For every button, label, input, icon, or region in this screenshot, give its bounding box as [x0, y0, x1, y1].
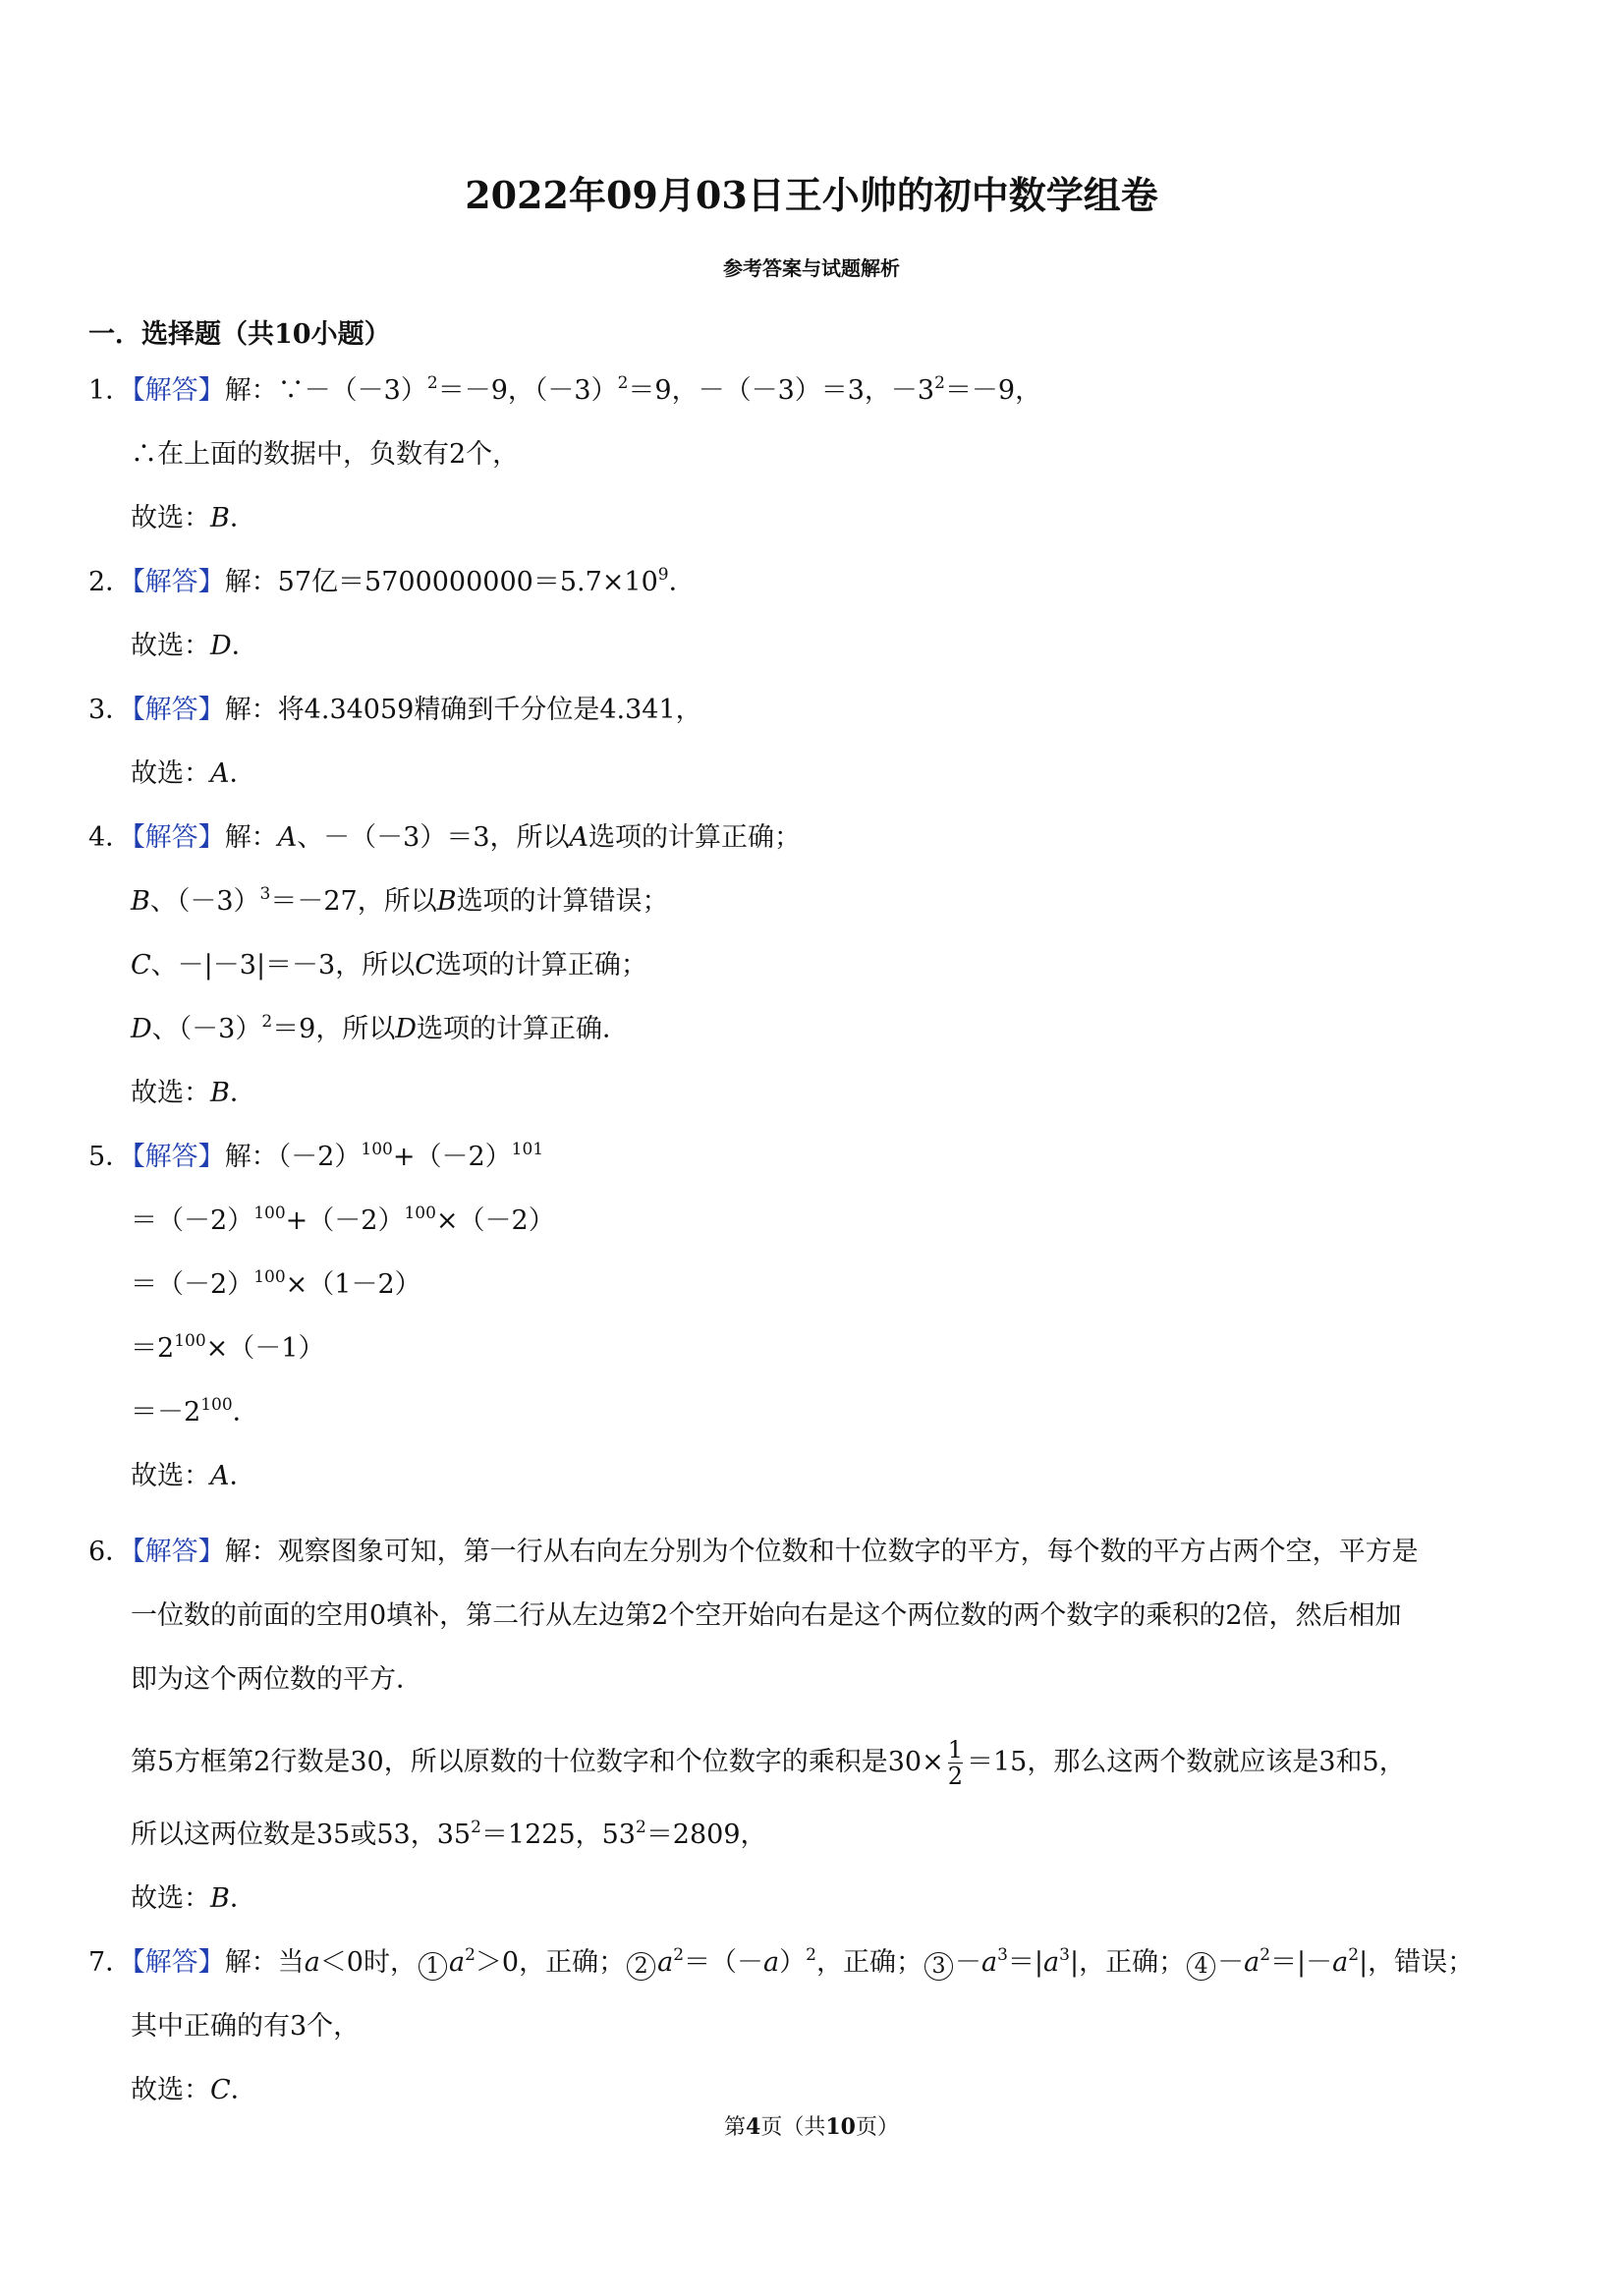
q4-line-2: B、$(-3)^3=-27$，所以B选项的计算错误； [131, 884, 669, 917]
q1-line-1: 1．【解答】解：$\because-(-3)^2=-9$，$(-3)^2=9$，－（－3）＝3，$-3^2=-9$， [88, 373, 1042, 406]
math-product: 30× [887, 1747, 944, 1777]
section-heading: 一．选择题（共10小题） [88, 319, 391, 350]
circled-4-icon: 4 [1187, 1952, 1215, 1981]
q3-answer: 故选：A． [131, 758, 256, 789]
page-number: 4 [746, 2114, 761, 2140]
q4-line-4: D、$(-3)^2=9$，所以D选项的计算正确． [131, 1012, 630, 1044]
q1-line-2: ∴在上面的数据中，负数有2个， [131, 439, 520, 470]
q6-line-5: 所以这两位数是35或53，$35^2=1225$，$53^2=2809$， [131, 1818, 767, 1850]
circled-3-icon: 3 [924, 1952, 953, 1981]
q6-line-1: 6．【解答】解：观察图象可知，第一行从右向左分别为个位数和十位数字的平方，每个数的平方占两个空，平方是 [88, 1537, 1419, 1567]
page-total: 10 [825, 2114, 856, 2140]
q7-line-2: 其中正确的有3个， [131, 2011, 361, 2042]
q1-answer: 故选：B． [131, 503, 256, 533]
q5-line-1: 5．【解答】解：$(-2)^{100}+(-2)^{101}$ [88, 1140, 544, 1172]
page-subtitle: 参考答案与试题解析 [723, 256, 900, 280]
answer-tag: 【解答】 [132, 375, 225, 406]
q5-answer: 故选：A． [131, 1461, 256, 1491]
fraction-one-half: $\frac{1}{2}$ [947, 1736, 963, 1790]
circled-1-icon: 1 [419, 1952, 447, 1981]
q6-line-3: 即为这个两位数的平方． [131, 1664, 422, 1695]
q5-line-4: $=2^{100}\times(-1)$ [131, 1331, 325, 1364]
circled-2-icon: 2 [627, 1952, 655, 1981]
q5-line-5: $=-2^{100}$． [131, 1395, 259, 1428]
q3-line-1: 3．【解答】解：将4.34059精确到千分位是4.341， [88, 695, 702, 725]
q6-line-2: 一位数的前面的空用0填补，第二行从左边第2个空开始向右是这个两位数的两个数字的乘积的2倍，然后相加 [131, 1600, 1402, 1631]
q2-answer: 故选：D． [131, 631, 258, 661]
q5-line-2: $=(-2)^{100}+(-2)^{100}\times(-2)$ [131, 1204, 555, 1236]
q6-line-4: 第5方框第2行数是30，所以原数的十位数字和个位数字的乘积是30× $\frac{1}{2}$ ＝15，那么这两个数就应该是3和5， [131, 1736, 1406, 1790]
q6-answer: 故选：B． [131, 1883, 256, 1914]
q7-line-1: 7．【解答】解：当a＜0时， 1 $a^2>0$，正确； 2 $a^2=(-a)^2$，正确； $3 -a^3=|a^3|$，正确； $4 -a^2=|-a^2|$，错误； [88, 1945, 1475, 1979]
q4-line-3: C、－|－3|＝－3，所以C选项的计算正确； [131, 950, 647, 980]
q4-answer: 故选：B． [131, 1078, 256, 1108]
q7-answer: 故选：C． [131, 2075, 257, 2105]
page-footer: 第4页（共10页） [724, 2114, 899, 2140]
q4-line-1: 4．【解答】解：A、－（－3）＝3，所以A选项的计算正确； [88, 822, 802, 853]
q2-line-1: 2．【解答】解：57亿$=5700000000=5.7\times 10^9$． [88, 565, 696, 597]
page-title: 2022年09月03日王小帅的初中数学组卷 [465, 173, 1158, 217]
q5-line-3: $=(-2)^{100}\times(1-2)$ [131, 1267, 421, 1300]
